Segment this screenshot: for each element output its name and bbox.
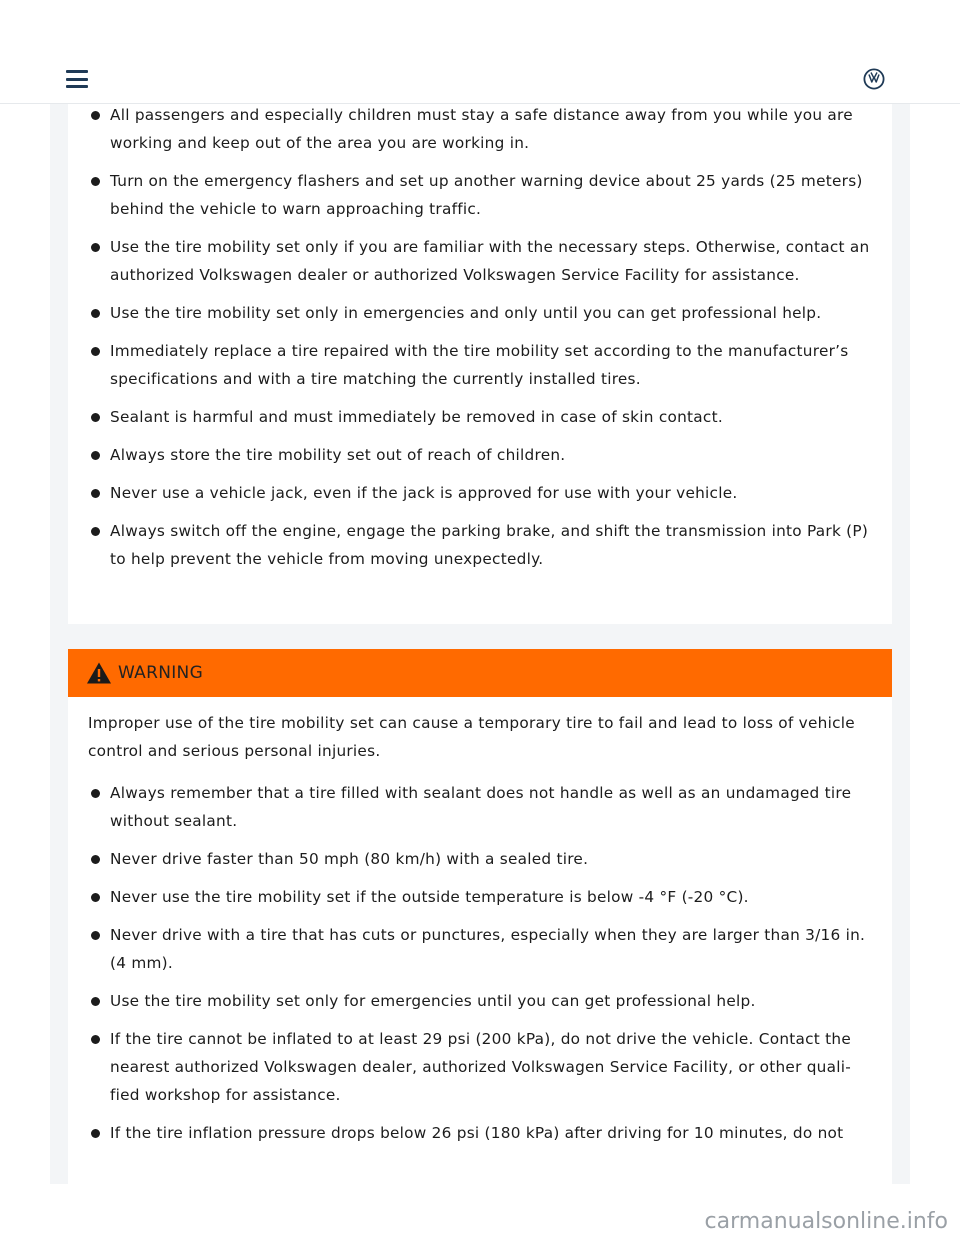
list-item: Sealant is harmful and must immediately be removed in case of skin contact. <box>88 403 878 431</box>
list-item: Turn on the emergency flashers and set up another warning device about 25 yards (25 meters) behind the vehicle to warn approaching traffic. <box>88 167 878 223</box>
list-item: Use the tire mobility set only in emergencies and only until you can get professional help. <box>88 299 878 327</box>
list-item: Immediately replace a tire repaired with the tire mobility set according to the manufacturer’s specifications and with a tire matching the currently installed tires. <box>88 337 878 393</box>
list-item: Never use a vehicle jack, even if the jack is approved for use with your vehicle. <box>88 479 878 507</box>
list-item: If the tire inflation pressure drops below 26 psi (180 kPa) after driving for 10 minutes, do not <box>88 1119 878 1147</box>
warning-triangle-icon <box>86 661 112 685</box>
warning-label: WARNING <box>118 663 204 683</box>
list-item: Always store the tire mobility set out of reach of children. <box>88 441 878 469</box>
list-item: Use the tire mobility set only for emergencies until you can get professional help. <box>88 987 878 1015</box>
volkswagen-logo-icon[interactable] <box>863 68 885 90</box>
list-item: Never drive with a tire that has cuts or punctures, especially when they are larger than 3/16 in. (4 mm). <box>88 921 878 977</box>
list-item: Never drive faster than 50 mph (80 km/h) with a sealed tire. <box>88 845 878 873</box>
list-item: Always switch off the engine, engage the parking brake, and shift the transmission into Park (P) to help prevent the vehicle from moving unexpectedly. <box>88 517 878 573</box>
warning-header <box>68 649 892 697</box>
top-bar <box>0 0 960 104</box>
list-item: Always remember that a tire filled with sealant does not handle as well as an undamaged tire without sealant. <box>88 779 878 835</box>
warning-intro: Improper use of the tire mobility set can cause a temporary tire to fail and lead to loss of vehicle control and serious personal injuries. <box>88 714 855 760</box>
list-item: All passengers and especially children must stay a safe distance away from you while you are working and keep out of the area you are working in. <box>88 101 878 157</box>
hamburger-menu-icon[interactable] <box>66 70 88 88</box>
list-item: Use the tire mobility set only if you are familiar with the necessary steps. Otherwise, contact an authorized Volkswagen dealer or authorized Volkswagen Service Facility for assistance. <box>88 233 878 289</box>
warning-list <box>88 779 878 1157</box>
precautions-list <box>88 101 878 583</box>
watermark: carmanualsonline.info <box>704 1209 948 1234</box>
list-item: If the tire cannot be inflated to at least 29 psi (200 kPa), do not drive the vehicle. Contact the nearest authorized Volkswagen dealer, authorized Volkswagen Service Facility, or other quali-fied workshop for assistance. <box>88 1025 878 1109</box>
list-item: Never use the tire mobility set if the outside temperature is below -4 °F (-20 °C). <box>88 883 878 911</box>
